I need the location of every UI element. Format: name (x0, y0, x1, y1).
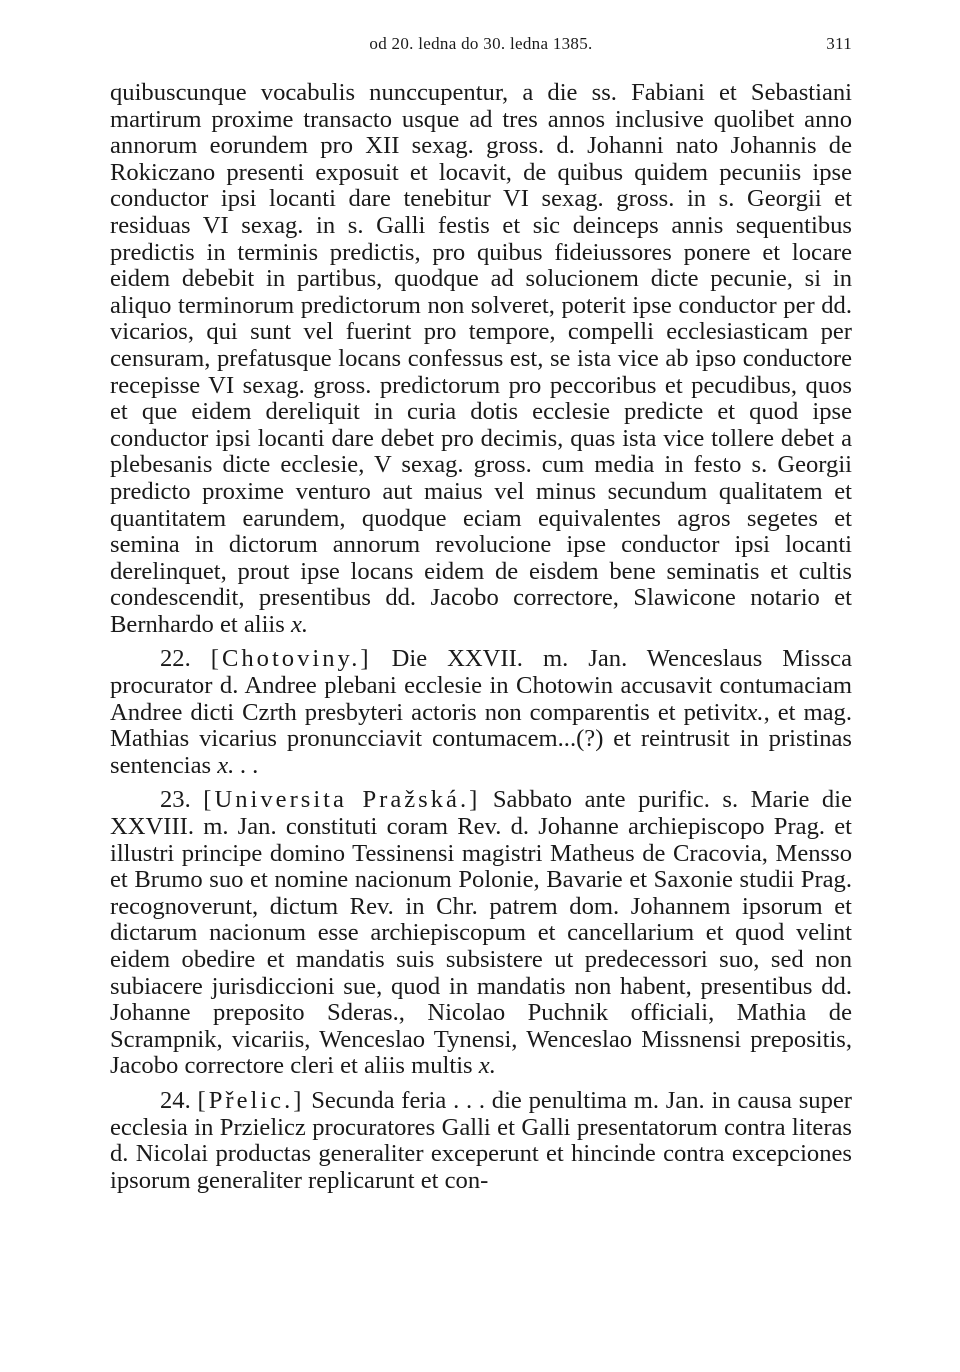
entry-place: [Přelic.] (197, 1086, 305, 1114)
entry-place: [Universita Pražská.] (203, 786, 481, 814)
body-text (110, 80, 852, 1194)
document-page (110, 34, 852, 1194)
paragraph-text: quibuscunque vocabulis nunccupentur, a die ss. Fabiani et Sebastiani martirum proxime transacto usque ad tres annos inclusive quolibet anno annorum eorundem pro XII sexag. gross. d. Johanni nato Johannis de Rokiczano presenti exposuit et locavit, de quibus quidem pecuniis ipse conductor ipsi locanti dare tenebitur VI sexag. gross. in s. Georgii et residuas VI sexag. in s. Galli festis et sic deinceps annis sequentibus predictis in terminis predictis, pro quibus fideiussores ponere et locare eidem debebit in partibus, quodque ad solucionem dicte pecunie, si in aliquo terminorum predictorum non solveret, poterit ipse conductor per dd. vicarios, qui sunt vel fuerint pro tempore, compelli ecclesiasticam per censuram, prefatusque locans confessus est, se ista vice ab ipso conductore recepisse VI sexag. gross. predictorum pro peccoribus et pecudibus, quos et que eidem dereliquit in curia dotis ecclesie predicte et quod ipse conductor ipsi locanti dare debet pro decimis, quas ista vice tollere debet a plebesanis dicte ecclesie, V sexag. gross. cum media in festo s. Georgii predicto proxime venturo aut maius vel minus secundum qualitatem et quantitatem earundem, quodque eciam equivalentes agros segetes et semina in dictorum annorum revolucione ipse conductor ipsi locanti derelinquet, prout ipse locans eidem de eisdem bene seminatis et cultis condescendit, presentibus dd. Jacobo correctore, Slawicone notario et Bernhardo et aliis (110, 79, 852, 638)
paragraph-continuation (110, 80, 852, 638)
entry-text: Secunda feria . . . die penultima m. Jan. in causa super ecclesia in Przielicz procuratores Galli et Galli presentatorum contra literas d. Nicolai productas generaliter exceperunt et hincinde contra excepciones ipsorum generaliter replicarunt et con- (110, 1086, 852, 1194)
entry-number: 22. (160, 645, 191, 673)
page-number: 311 (826, 34, 852, 53)
entry-number: 23. (160, 786, 191, 814)
entry-number: 24. (160, 1086, 191, 1114)
etc-abbreviation: x. (291, 610, 309, 638)
etc-abbreviation: x. . . (217, 751, 259, 779)
etc-abbreviation: x. (746, 698, 764, 726)
entry-place: [Chotoviny.] (210, 645, 372, 673)
entry-24 (110, 1088, 852, 1194)
running-title: od 20. ledna do 30. ledna 1385. (369, 34, 593, 53)
entry-text: Die XXVII. m. Jan. Wenceslaus Missca procurator d. Andree plebani ecclesie in Chotowin accusavit contumaciam Andree dicti Czrth presbyteri actoris non comparentis et petivit (110, 645, 852, 726)
etc-abbreviation: x. (478, 1052, 496, 1080)
entry-text: , et mag. Mathias vicarius pronuncciavit contumacem...(?) et reintrusit in pristinas sentencias (110, 698, 852, 779)
entry-22 (110, 646, 852, 779)
running-header (110, 34, 852, 60)
entry-23 (110, 787, 852, 1080)
entry-text: Sabbato ante purific. s. Marie die XXVIII. m. Jan. constituti coram Rev. d. Johanne archiepiscopo Prag. et illustri principe domino Tessinensi magistri Matheus de Cracovia, Mensso et Brumo suo et nomine nacionum Polonie, Bavarie et Saxonie studii Prag. recognoverunt, dictum Rev. in Chr. patrem dom. Johannem ipsorum et dictarum nacionum esse archiepiscopum et cancellarium et quod velint eidem obedire et mandatis suis subsistere ut predecessori suo, sed non subiacere jurisdiccioni sue, quod in mandatis non habent, presentibus dd. Johanne preposito Sderas., Nicolao Puchnik officiali, Mathia de Scrampnik, vicariis, Wenceslao Tynensi, Wenceslao Missnensi prepositis, Jacobo correctore cleri et aliis multis (110, 786, 852, 1080)
